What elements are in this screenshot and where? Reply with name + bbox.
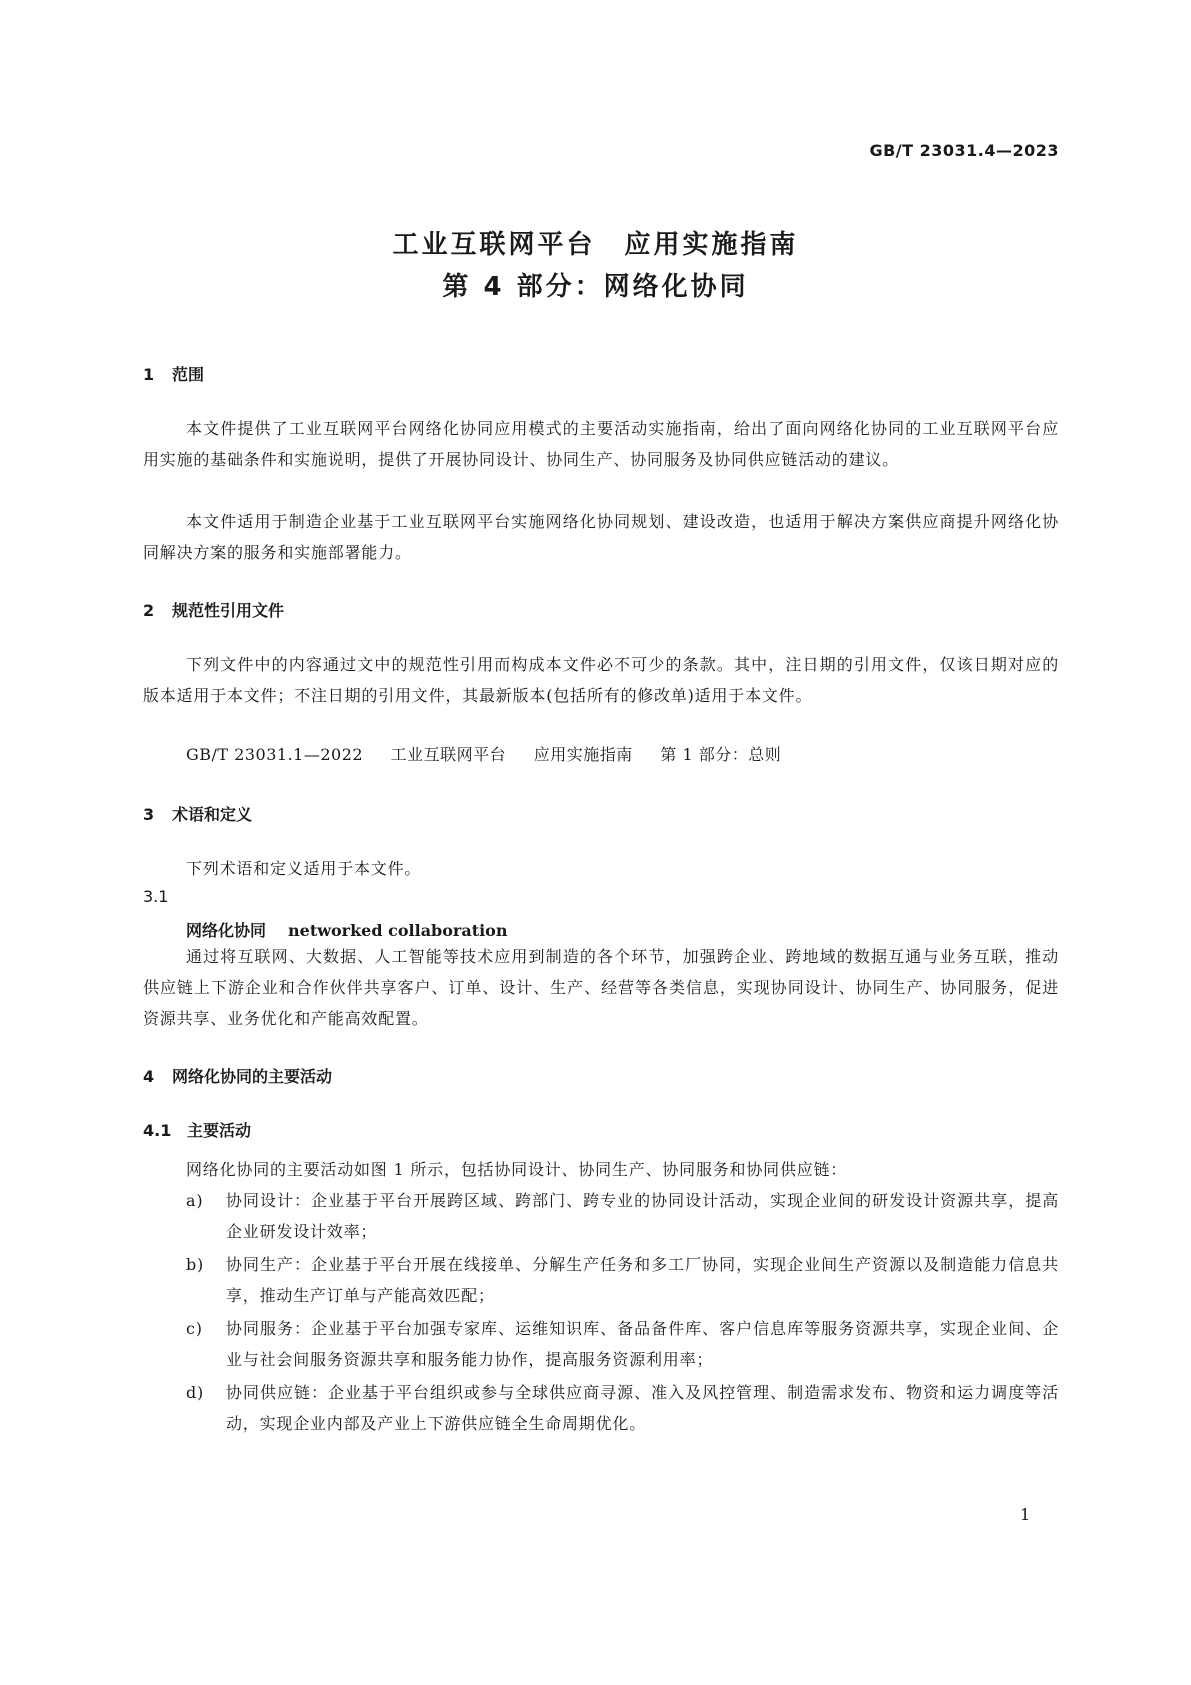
document-title-line-2: 第 4 部分：网络化协同 xyxy=(442,272,749,302)
list-item xyxy=(186,1249,1059,1311)
term-english: networked collaboration xyxy=(288,921,508,940)
section-number: 2 xyxy=(143,601,155,620)
document-number: GB/T 23031.4—2023 xyxy=(869,141,1059,160)
section-2-heading xyxy=(143,598,284,621)
reference-code: GB/T 23031.1—2022 xyxy=(186,745,364,764)
reference-title-part-c: 第 1 部分：总则 xyxy=(660,745,782,764)
section-title: 网络化协同的主要活动 xyxy=(172,1067,333,1086)
subsection-title: 主要活动 xyxy=(187,1121,252,1140)
list-marker: d) xyxy=(186,1383,205,1402)
normative-reference xyxy=(186,742,781,765)
reference-title-part-b: 应用实施指南 xyxy=(533,745,633,764)
section-1-heading xyxy=(143,362,204,385)
section-title: 规范性引用文件 xyxy=(172,601,285,620)
document-title-line-1: 工业互联网平台 应用实施指南 xyxy=(392,230,799,260)
list-item xyxy=(186,1377,1059,1439)
activity-list xyxy=(186,1185,1059,1441)
section-3-intro: 下列术语和定义适用于本文件。 xyxy=(186,859,422,878)
section-4-1-intro: 网络化协同的主要活动如图 1 所示，包括协同设计、协同生产、协同服务和协同供应链： xyxy=(186,1160,848,1179)
section-2-paragraph: 下列文件中的内容通过文中的规范性引用而构成本文件必不可少的条款。其中，注日期的引用文件，仅该日期对应的版本适用于本文件；不注日期的引用文件，其最新版本(包括所有的修改单)适用于本文件。 xyxy=(143,655,1059,705)
section-title: 术语和定义 xyxy=(172,805,253,824)
list-item-text: 协同生产：企业基于平台开展在线接单、分解生产任务和多工厂协同，实现企业间生产资源以及制造能力信息共享，推动生产订单与产能高效匹配； xyxy=(226,1255,1059,1305)
section-number: 4 xyxy=(143,1067,155,1086)
section-4-1-heading xyxy=(143,1118,251,1141)
section-number: 1 xyxy=(143,365,155,384)
section-4-heading xyxy=(143,1064,332,1087)
term-number: 3.1 xyxy=(143,887,169,906)
list-marker: c) xyxy=(186,1319,203,1338)
section-title: 范围 xyxy=(172,365,205,384)
term-chinese: 网络化协同 xyxy=(186,921,267,940)
subsection-number: 4.1 xyxy=(143,1121,172,1140)
section-1-paragraph-2: 本文件适用于制造企业基于工业互联网平台实施网络化协同规划、建设改造，也适用于解决方案供应商提升网络化协同解决方案的服务和实施部署能力。 xyxy=(143,512,1059,562)
section-1-paragraph-1: 本文件提供了工业互联网平台网络化协同应用模式的主要活动实施指南，给出了面向网络化协同的工业互联网平台应用实施的基础条件和实施说明，提供了开展协同设计、协同生产、协同服务及协同供应链活动的建议。 xyxy=(143,419,1059,469)
list-item xyxy=(186,1185,1059,1247)
reference-title-part-a: 工业互联网平台 xyxy=(390,745,507,764)
term-definition: 通过将互联网、大数据、人工智能等技术应用到制造的各个环节，加强跨企业、跨地域的数据互通与业务互联，推动供应链上下游企业和合作伙伴共享客户、订单、设计、生产、经营等各类信息，实现协同设计、协同生产、协同服务，促进资源共享、业务优化和产能高效配置。 xyxy=(143,947,1059,1028)
list-item-text: 协同设计：企业基于平台开展跨区域、跨部门、跨专业的协同设计活动，实现企业间的研发设计资源共享，提高企业研发设计效率； xyxy=(226,1191,1059,1241)
list-item xyxy=(186,1313,1059,1375)
list-item-text: 协同服务：企业基于平台加强专家库、运维知识库、备品备件库、客户信息库等服务资源共享，实现企业间、企业与社会间服务资源共享和服务能力协作，提高服务资源利用率； xyxy=(226,1319,1059,1369)
section-3-heading xyxy=(143,802,252,825)
list-marker: a) xyxy=(186,1191,204,1210)
list-marker: b) xyxy=(186,1255,205,1274)
list-item-text: 协同供应链：企业基于平台组织或参与全球供应商寻源、准入及风控管理、制造需求发布、物资和运力调度等活动，实现企业内部及产业上下游供应链全生命周期优化。 xyxy=(226,1383,1059,1433)
term-heading xyxy=(186,918,507,941)
section-number: 3 xyxy=(143,805,155,824)
page-number: 1 xyxy=(1020,1505,1031,1524)
